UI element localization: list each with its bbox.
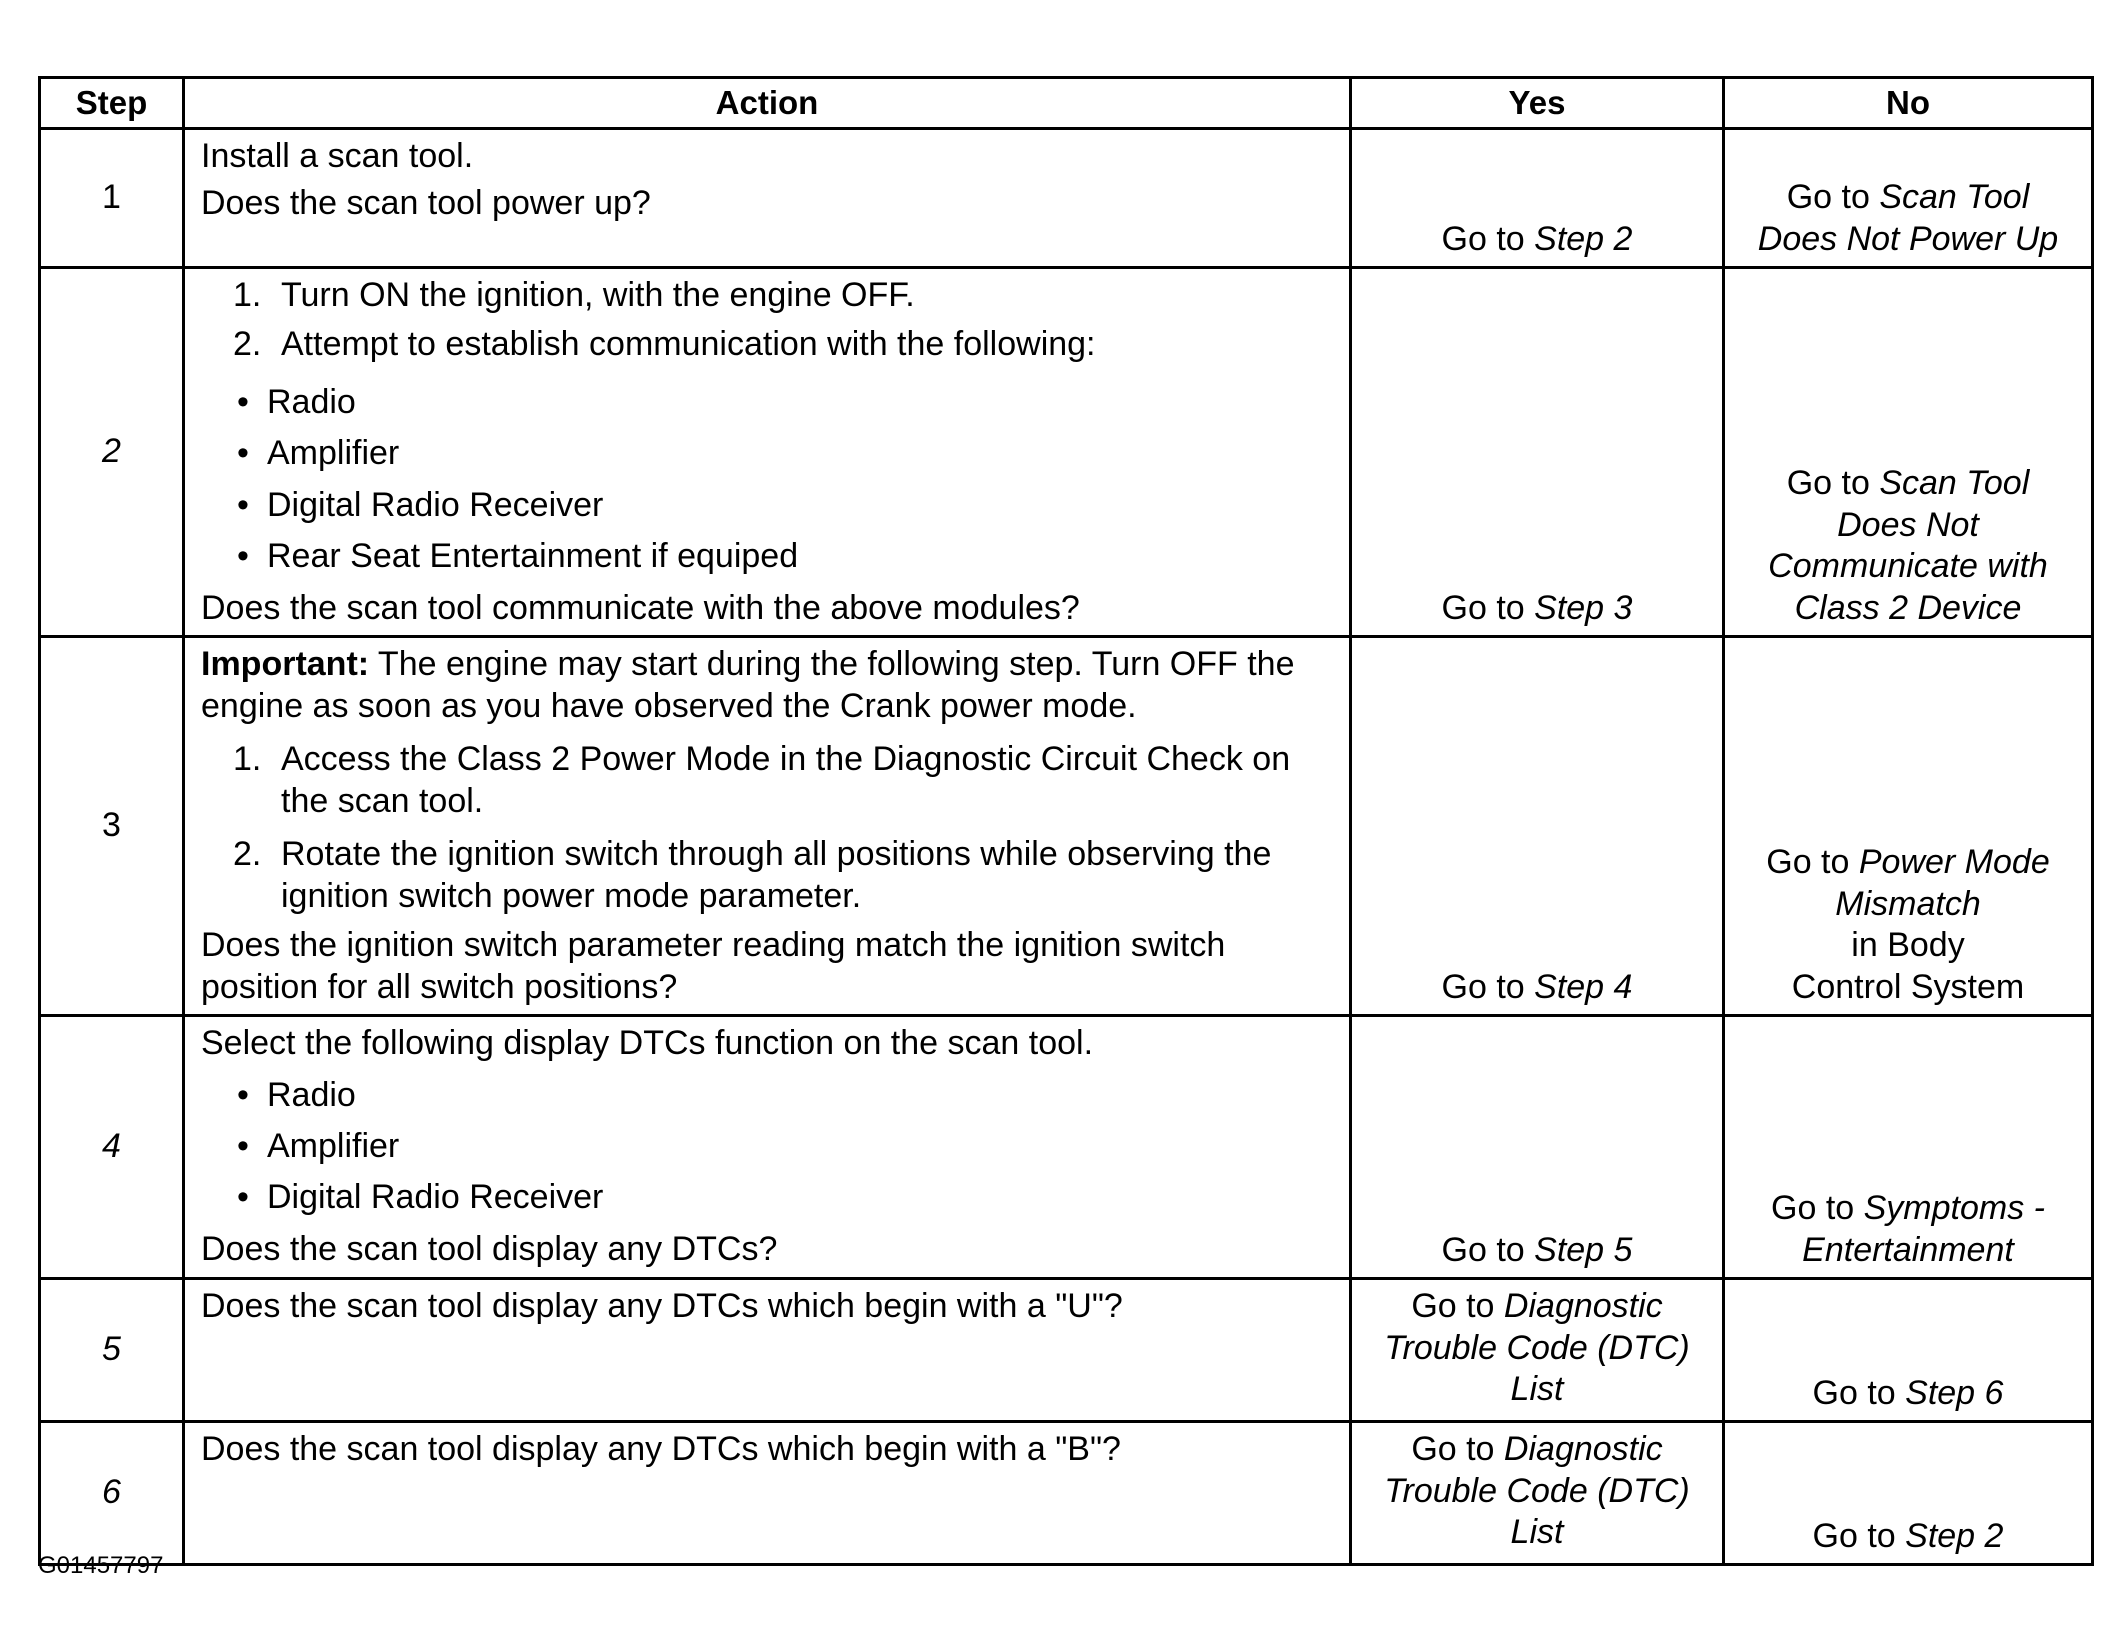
header-step: Step [40, 78, 184, 129]
no-cell [1724, 268, 2093, 637]
action-cell [184, 268, 1351, 637]
header-yes: Yes [1351, 78, 1724, 129]
important-label: Important: [201, 645, 370, 684]
yes-link[interactable]: Diagnostic [1503, 1287, 1663, 1326]
list-item: 1. Turn ON the ignition, with the engine OFF. [233, 276, 915, 314]
no-link[interactable]: Step 6 [1905, 1373, 2004, 1412]
list-item: • Amplifier [237, 1126, 400, 1165]
action-question: Does the scan tool display any DTCs? [201, 1229, 778, 1268]
action-line: Install a scan tool. [201, 137, 474, 175]
yes-prefix: Go to [1411, 1430, 1504, 1469]
no-link[interactable]: Step 2 [1905, 1516, 2004, 1555]
no-link[interactable]: Scan Tool [1879, 178, 2030, 217]
list-item: 1. Access the Class 2 Power Mode in the Diagnostic Circuit Check on the scan tool. [233, 740, 1291, 820]
yes-prefix: Go to [1441, 967, 1535, 1006]
yes-link[interactable]: Diagnostic [1503, 1430, 1663, 1469]
header-row [40, 78, 2093, 129]
table-row [40, 129, 2093, 268]
no-cell [1724, 637, 2093, 1016]
table-row [40, 637, 2093, 1016]
yes-cell [1351, 637, 1724, 1016]
table-row [40, 268, 2093, 637]
no-prefix: Go to [1771, 1189, 1864, 1228]
table-row [40, 1279, 2093, 1422]
yes-cell [1351, 268, 1724, 637]
diagnostic-table [38, 76, 2094, 1566]
list-item: • Radio [237, 1075, 356, 1114]
no-cell [1724, 129, 2093, 268]
no-link[interactable]: Entertainment [1802, 1230, 2014, 1269]
list-item: • Digital Radio Receiver [237, 1178, 604, 1217]
action-line: Select the following display DTCs function on the scan tool. [201, 1024, 1094, 1063]
action-question: Does the scan tool communicate with the above modules? [201, 588, 1080, 627]
important-note [201, 644, 1333, 727]
no-cell [1724, 1279, 2093, 1422]
list-item: • Digital Radio Receiver [237, 485, 604, 524]
no-cell [1724, 1422, 2093, 1565]
header-action: Action [184, 78, 1351, 129]
action-question: Does the scan tool power up? [201, 184, 651, 223]
no-link[interactable]: Communicate with [1768, 547, 2048, 586]
step-number: 4 [40, 1016, 184, 1279]
no-text: Control System [1791, 967, 2025, 1006]
no-prefix: Go to [1766, 843, 1859, 882]
yes-prefix: Go to [1441, 219, 1535, 258]
action-question: Does the scan tool display any DTCs which begin with a "U"? [201, 1287, 1123, 1326]
no-link[interactable]: Class 2 Device [1794, 588, 2022, 627]
no-prefix: Go to [1812, 1373, 1906, 1412]
no-cell [1724, 1016, 2093, 1279]
yes-link[interactable]: Step 3 [1534, 588, 1633, 627]
yes-cell [1351, 1016, 1724, 1279]
no-link[interactable]: Scan Tool [1879, 464, 2030, 503]
yes-link[interactable]: Trouble Code (DTC) [1384, 1328, 1690, 1367]
action-cell [184, 1279, 1351, 1422]
yes-link[interactable]: Step 5 [1534, 1230, 1633, 1269]
yes-link[interactable]: List [1510, 1369, 1564, 1408]
no-prefix: Go to [1812, 1516, 1906, 1555]
important-text: The engine may start during the following step. Turn OFF the engine as soon as you have observed the Crank power mode. [201, 645, 1295, 725]
action-cell [184, 1422, 1351, 1565]
yes-cell [1351, 129, 1724, 268]
bullet-list [201, 1075, 1333, 1219]
list-item: 2. Rotate the ignition switch through all positions while observing the ignition switch power mode parameter. [233, 835, 1272, 915]
no-text: in Body [1851, 926, 1965, 965]
action-cell [184, 129, 1351, 268]
step-number: 3 [40, 637, 184, 1016]
figure-id: G01457797 [38, 1552, 164, 1579]
step-number: 1 [40, 129, 184, 268]
table-row [40, 1016, 2093, 1279]
step-number: 2 [40, 268, 184, 637]
no-link[interactable]: Power Mode [1858, 843, 2050, 882]
yes-prefix: Go to [1441, 588, 1535, 627]
no-link[interactable]: Does Not Power Up [1757, 219, 2059, 258]
no-prefix: Go to [1786, 464, 1880, 503]
step-number: 6 [40, 1422, 184, 1565]
action-question: Does the ignition switch parameter reading match the ignition switch position for all switch positions? [201, 926, 1226, 1006]
yes-link[interactable]: Trouble Code (DTC) [1384, 1471, 1690, 1510]
step-number: 5 [40, 1279, 184, 1422]
list-item: • Radio [237, 382, 356, 421]
no-link[interactable]: Does Not [1837, 505, 1979, 544]
action-cell [184, 637, 1351, 1016]
list-item: • Amplifier [237, 434, 400, 473]
action-question: Does the scan tool display any DTCs which begin with a "B"? [201, 1430, 1121, 1469]
yes-link[interactable]: Step 4 [1534, 967, 1633, 1006]
no-link[interactable]: Mismatch [1835, 884, 1981, 923]
no-prefix: Go to [1786, 178, 1880, 217]
action-cell [184, 1016, 1351, 1279]
no-link[interactable]: Symptoms - [1863, 1189, 2045, 1228]
yes-link[interactable]: Step 2 [1534, 219, 1633, 258]
yes-cell [1351, 1279, 1724, 1422]
numbered-list [201, 275, 1333, 366]
list-item: 2. Attempt to establish communication with the following: [233, 325, 1096, 364]
yes-link[interactable]: List [1510, 1512, 1564, 1551]
table-row [40, 1422, 2093, 1565]
header-no: No [1724, 78, 2093, 129]
numbered-list [201, 739, 1333, 917]
yes-cell [1351, 1422, 1724, 1565]
yes-prefix: Go to [1441, 1230, 1535, 1269]
yes-prefix: Go to [1411, 1287, 1504, 1326]
list-item: • Rear Seat Entertainment if equiped [237, 537, 799, 576]
bullet-list [201, 382, 1333, 578]
